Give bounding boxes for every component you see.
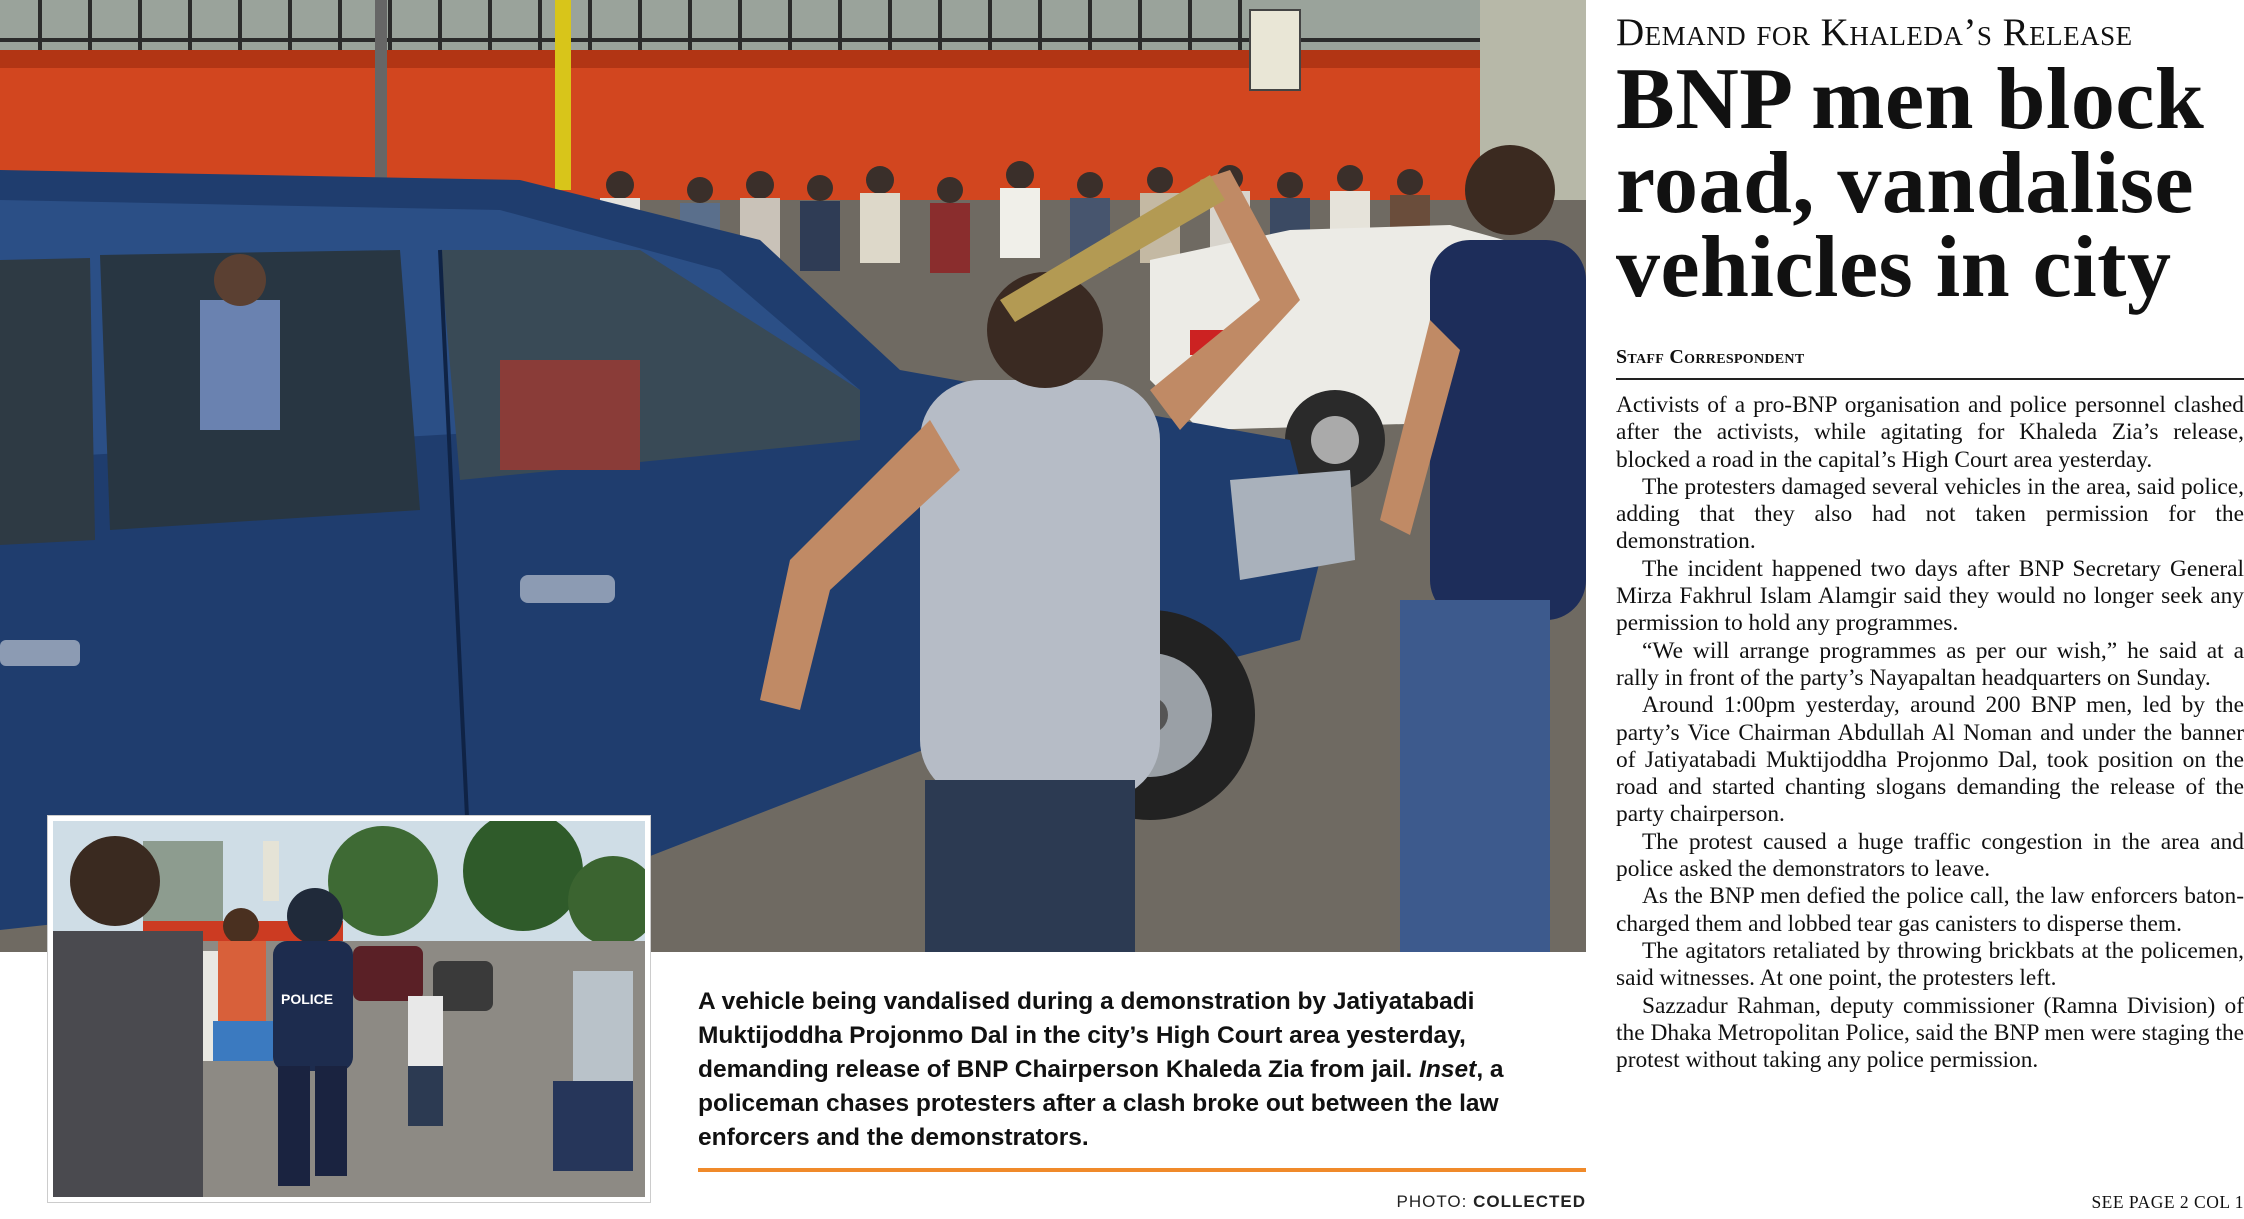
continued-on-page-link[interactable]: SEE PAGE 2 COL 1	[2091, 1192, 2244, 1212]
photo-credit	[1397, 1192, 1586, 1212]
article-paragraph: The protest caused a huge traffic congestion in the area and police asked the demonstrators to leave.	[1616, 828, 2244, 883]
article-column	[1616, 0, 2244, 1219]
article-paragraph: As the BNP men defied the police call, the law enforcers baton-charged them and lobbed tear gas canisters to disperse them.	[1616, 883, 2244, 937]
article-paragraph: Around 1:00pm yesterday, around 200 BNP men, led by the party’s Vice Chairman Abdullah Al Noman and under the banner of Jatiyatabadi Muktijoddha Projonmo Dal, took position on the road and started chanting slogans demanding the release of the party chairperson.	[1616, 692, 2244, 828]
article-headline: BNP men block road, vandalise vehicles in city	[1616, 51, 2205, 316]
article-paragraph: “We will arrange programmes as per our wish,” he said at a rally in front of the party’s Nayapaltan headquarters on Sunday.	[1616, 637, 2244, 691]
article-paragraph: Activists of a pro-BNP organisation and police personnel clashed after the activists, while agitating for Khaleda Zia’s release, blocked a road in the capital’s High Court area yesterday.	[1616, 392, 2244, 473]
article-kicker: Demand for Khaleda’s Release	[1616, 11, 2133, 54]
photo-caption	[698, 985, 1578, 1155]
inset-photo-illustration	[53, 821, 645, 1197]
article-byline: Staff Correspondent	[1616, 346, 1805, 368]
article-body	[1616, 392, 2244, 1074]
photo-credit-value: COLLECTED	[1473, 1192, 1586, 1211]
police-vest-text: POLICE	[281, 991, 334, 1007]
caption-divider	[698, 1168, 1586, 1172]
article-paragraph: Sazzadur Rahman, deputy commissioner (Ramna Division) of the Dhaka Metropolitan Police, said the BNP men were staging the protest without taking any police permission.	[1616, 992, 2244, 1074]
inset-photo	[48, 816, 650, 1202]
caption-lead: A vehicle being vandalised during a demonstration by Jatiyatabadi Muktijoddha Projonmo Dal in the city’s High Court area yesterday, demanding release of BNP Chairperson Khaleda Zia from jail.	[698, 988, 1475, 1083]
caption-tail: , a policeman chases protesters after a clash broke out between the law enforcers and the demonstrators.	[698, 1056, 1504, 1151]
caption-inset-word: Inset	[1419, 1056, 1477, 1083]
photo-credit-label: PHOTO:	[1396, 1192, 1474, 1211]
article-paragraph: The incident happened two days after BNP Secretary General Mirza Fakhrul Islam Alamgir said they would no longer seek any permission to hold any programmes.	[1616, 555, 2244, 637]
article-paragraph: The agitators retaliated by throwing brickbats at the policemen, said witnesses. At one point, the protesters left.	[1616, 937, 2244, 992]
article-paragraph: The protesters damaged several vehicles in the area, said police, adding that they also had not taken permission for the demonstration.	[1616, 473, 2244, 555]
byline-divider	[1616, 378, 2244, 380]
